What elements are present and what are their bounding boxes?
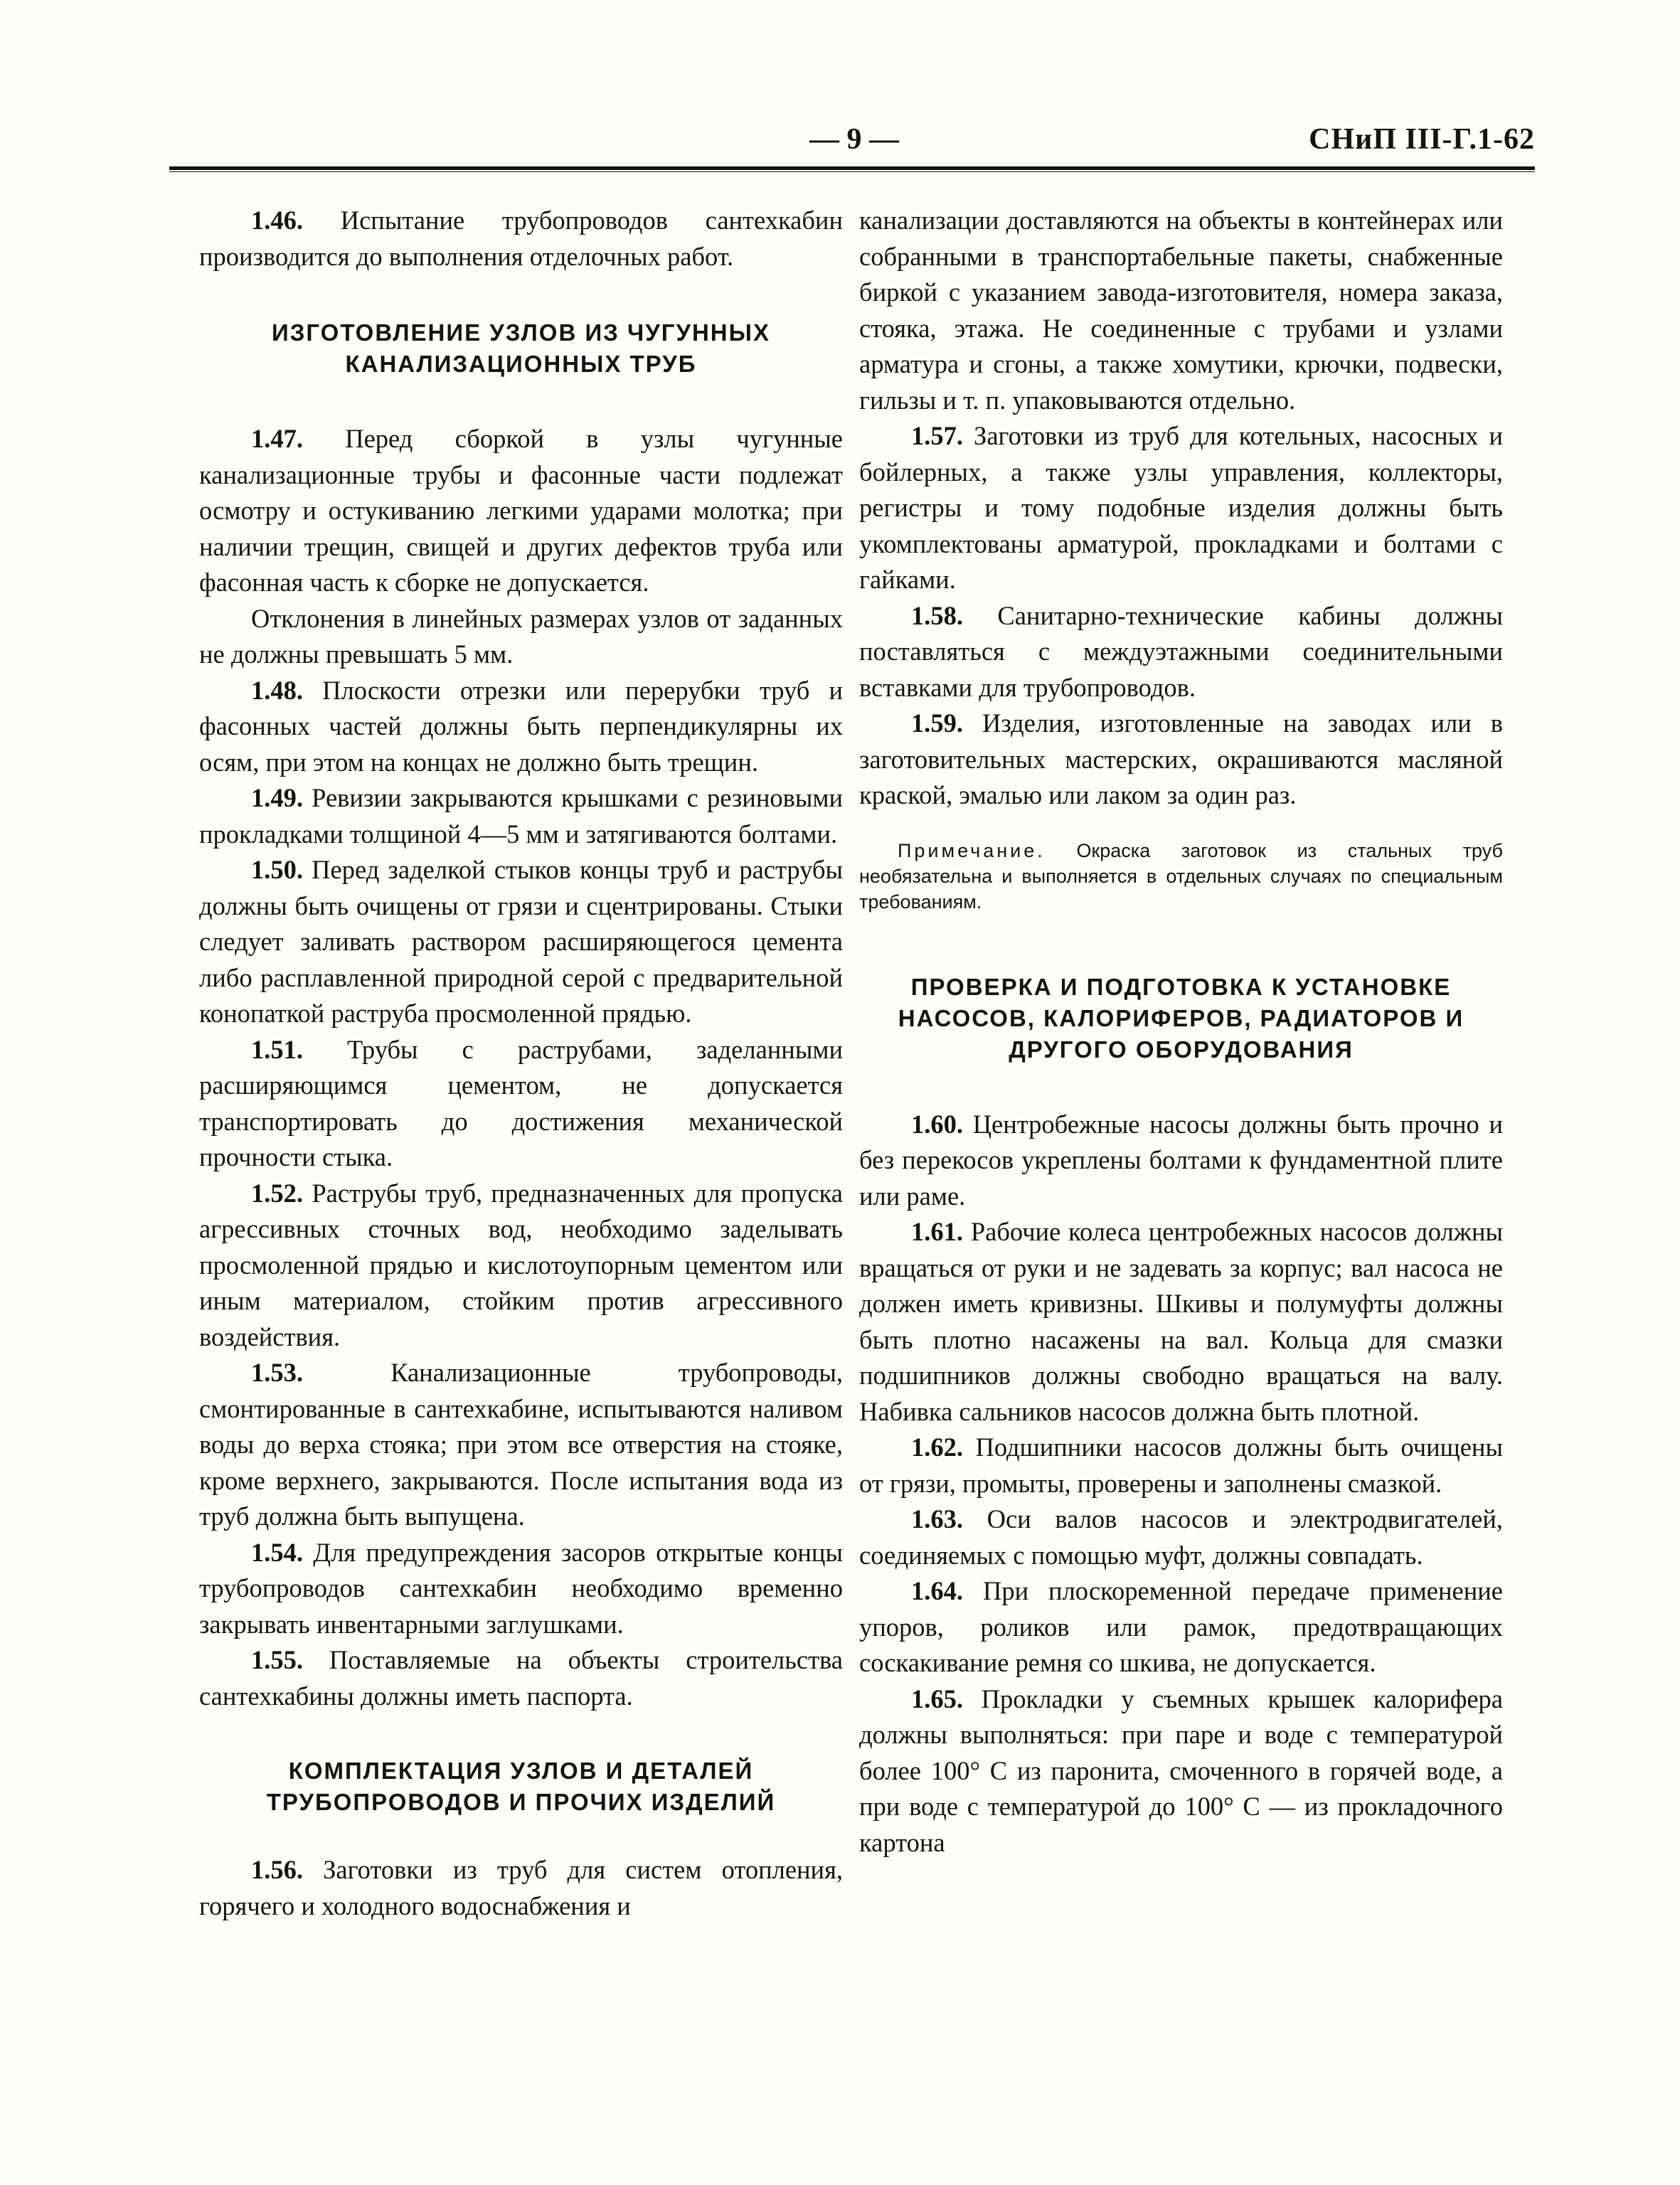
note-text: Окраска заготовок из стальных труб необязательна и выполняется в отдельных случаях по специальным требованиям. (859, 839, 1503, 913)
header-divider (169, 166, 1535, 172)
clause-number: 1.46. (251, 206, 303, 235)
paragraph-1-47-deviation: Отклонения в линейных размерах узлов от заданных не должны превышать 5 мм. (199, 603, 843, 669)
clause-text: Раструбы труб, предназначенных для пропуска агрессивных сточных вод, необходимо заделывать просмоленной прядью и кислотоупорным цементом или иным материалом, стойким против агрессивного воздействия. (199, 1178, 843, 1351)
paragraph-1-62 (859, 1430, 1503, 1501)
clause-text: Трубы с раструбами, заделанными расширяющимся цементом, не допускается транспортировать до достижения механической прочности стыка. (199, 1034, 843, 1171)
clause-text: Перед сборкой в узлы чугунные канализационные трубы и фасонные части подлежат осмотру и остукиванию легкими ударами молотка; при наличии трещин, свищей и других дефектов труба или фасонная часть к сборке не допускается. (199, 424, 843, 597)
paragraph-1-58 (859, 598, 1503, 706)
paragraph-1-64 (859, 1573, 1503, 1681)
page-number: — 9 — (809, 123, 899, 156)
clause-number: 1.64. (911, 1576, 963, 1605)
paragraph-1-60 (859, 1107, 1503, 1215)
clause-number: 1.56. (251, 1855, 303, 1884)
note (859, 838, 1503, 915)
paragraph-1-49 (199, 780, 843, 852)
clause-number: 1.58. (911, 600, 963, 630)
note-label: Примечание. (898, 839, 1046, 861)
paragraph-1-56 (199, 1852, 843, 1924)
page-header (169, 122, 1535, 165)
clause-number: 1.50. (251, 855, 303, 884)
clause-number: 1.48. (251, 675, 303, 705)
clause-number: 1.60. (911, 1109, 963, 1139)
clause-text: Для предупреждения засоров открытые концы трубопроводов сантехкабин необходимо временно закрывать инвентарными заглушками. (199, 1537, 843, 1639)
clause-number: 1.59. (911, 708, 963, 738)
section-heading-equipment-check: ПРОВЕРКА И ПОДГОТОВКА К УСТАНОВКЕ НАСОСОВ, КАЛОРИФЕРОВ, РАДИАТОРОВ И ДРУГОГО ОБОРУДОВАНИЯ (898, 973, 1464, 1063)
clause-number: 1.51. (251, 1034, 303, 1064)
clause-text: Изделия, изготовленные на заводах или в заготовительных мастерских, окрашиваются масляной краской, эмалью или лаком за один раз. (859, 708, 1503, 809)
clause-number: 1.54. (251, 1537, 303, 1567)
clause-number: 1.55. (251, 1645, 303, 1674)
section-heading-cast-iron-pipes: ИЗГОТОВЛЕНИЕ УЗЛОВ ИЗ ЧУГУННЫХ КАНАЛИЗАЦИОННЫХ ТРУБ (272, 319, 770, 377)
clause-text: Подшипники насосов должны быть очищены от грязи, промыты, проверены и заполнены смазкой. (859, 1432, 1503, 1498)
clause-number: 1.61. (911, 1217, 963, 1246)
clause-number: 1.53. (251, 1358, 303, 1387)
clause-text: Центробежные насосы должны быть прочно и без перекосов укреплены болтами к фундаментной плите или раме. (859, 1109, 1503, 1211)
clause-text: Заготовки из труб для систем отопления, горячего и холодного водоснабжения и (199, 1855, 843, 1920)
section-heading-assembly-kits: КОМПЛЕКТАЦИЯ УЗЛОВ И ДЕТАЛЕЙ ТРУБОПРОВОДОВ И ПРОЧИХ ИЗДЕЛИЙ (266, 1758, 776, 1815)
clause-text: Рабочие колеса центробежных насосов должны вращаться от руки и не задевать за корпус; вал насоса не должен иметь кривизны. Шкивы и полумуфты должны быть плотно насажены на вал. Кольца для смазки подшипников должны свободно вращаться на валу. Набивка сальников насосов должна быть плотной. (859, 1217, 1503, 1426)
clause-number: 1.62. (911, 1432, 963, 1462)
clause-number: 1.52. (251, 1178, 303, 1208)
paragraph-1-48 (199, 673, 843, 781)
clause-text: Перед заделкой стыков концы труб и раструбы должны быть очищены от грязи и сцентрированы. Стыки следует заливать раствором расширяющегося цемента либо расплавленной природной серой с предварительной конопаткой раструба просмоленной прядью. (199, 855, 843, 1028)
clause-text: Канализационные трубопроводы, смонтированные в сантехкабине, испытываются наливом воды до верха стояка; при этом все отверстия на стояке, кроме верхнего, закрываются. После испытания вода из труб должна быть выпущена. (199, 1358, 843, 1531)
clause-text: Санитарно-технические кабины должны поставляться с междуэтажными соединительными вставками для трубопроводов. (859, 600, 1503, 702)
paragraph-1-63 (859, 1501, 1503, 1573)
paragraph-1-46 (199, 203, 843, 275)
paragraph-1-47 (199, 421, 843, 601)
paragraph-1-53 (199, 1355, 843, 1535)
clause-text: Ревизии закрываются крышками с резиновыми прокладками толщиной 4—5 мм и затягиваются болтами. (199, 783, 843, 849)
clause-text: Прокладки у съемных крышек калорифера должны выполняться: при паре и воде с температурой более 100° С из паронита, смоченного в горячей воде, а при воде с температурой до 100° С — из прокладочного картона (859, 1684, 1503, 1857)
clause-text: Испытание трубопроводов сантехкабин производится до выполнения отделочных работ. (199, 206, 843, 271)
clause-text: Поставляемые на объекты строительства сантехкабины должны иметь паспорта. (199, 1645, 843, 1711)
paragraph-1-61 (859, 1214, 1503, 1430)
paragraph-1-55 (199, 1642, 843, 1714)
paragraph-1-51 (199, 1032, 843, 1176)
clause-number: 1.65. (911, 1684, 963, 1713)
clause-number: 1.49. (251, 783, 303, 812)
paragraph-1-65 (859, 1681, 1503, 1861)
right-column (859, 203, 1503, 1861)
clause-text: Плоскости отрезки или перерубки труб и фасонных частей должны быть перпендикулярны их осям, при этом на концах не должно быть трещин. (199, 675, 843, 777)
clause-number: 1.47. (251, 424, 303, 453)
left-column (199, 203, 843, 1924)
clause-text: Оси валов насосов и электродвигателей, соединяемых с помощью муфт, должны совпадать. (859, 1504, 1503, 1570)
paragraph-1-52 (199, 1176, 843, 1356)
clause-number: 1.63. (911, 1504, 963, 1533)
document-code: СНиП III-Г.1-62 (1309, 123, 1535, 156)
paragraph-1-57 (859, 418, 1503, 598)
paragraph-1-56-continued: канализации доставляются на объекты в контейнерах или собранными в транспортабельные пакеты, снабженные биркой с указанием завода-изготовителя, номера заказа, стояка, этажа. Не соединенные с трубами и узлами арматура и сгоны, а также хомутики, крючки, подвески, гильзы и т. п. упаковываются отдельно. (859, 206, 1503, 415)
paragraph-1-54 (199, 1535, 843, 1643)
clause-number: 1.57. (911, 421, 963, 450)
clause-text: Заготовки из труб для котельных, насосных и бойлерных, а также узлы управления, коллекторы, регистры и тому подобные изделия должны быть укомплектованы арматурой, прокладками и болтами с гайками. (859, 421, 1503, 594)
clause-text: При плоскоременной передаче применение упоров, роликов или рамок, предотвращающих соскакивание ремня со шкива, не допускается. (859, 1576, 1503, 1677)
paragraph-1-50 (199, 852, 843, 1032)
paragraph-1-59 (859, 706, 1503, 814)
